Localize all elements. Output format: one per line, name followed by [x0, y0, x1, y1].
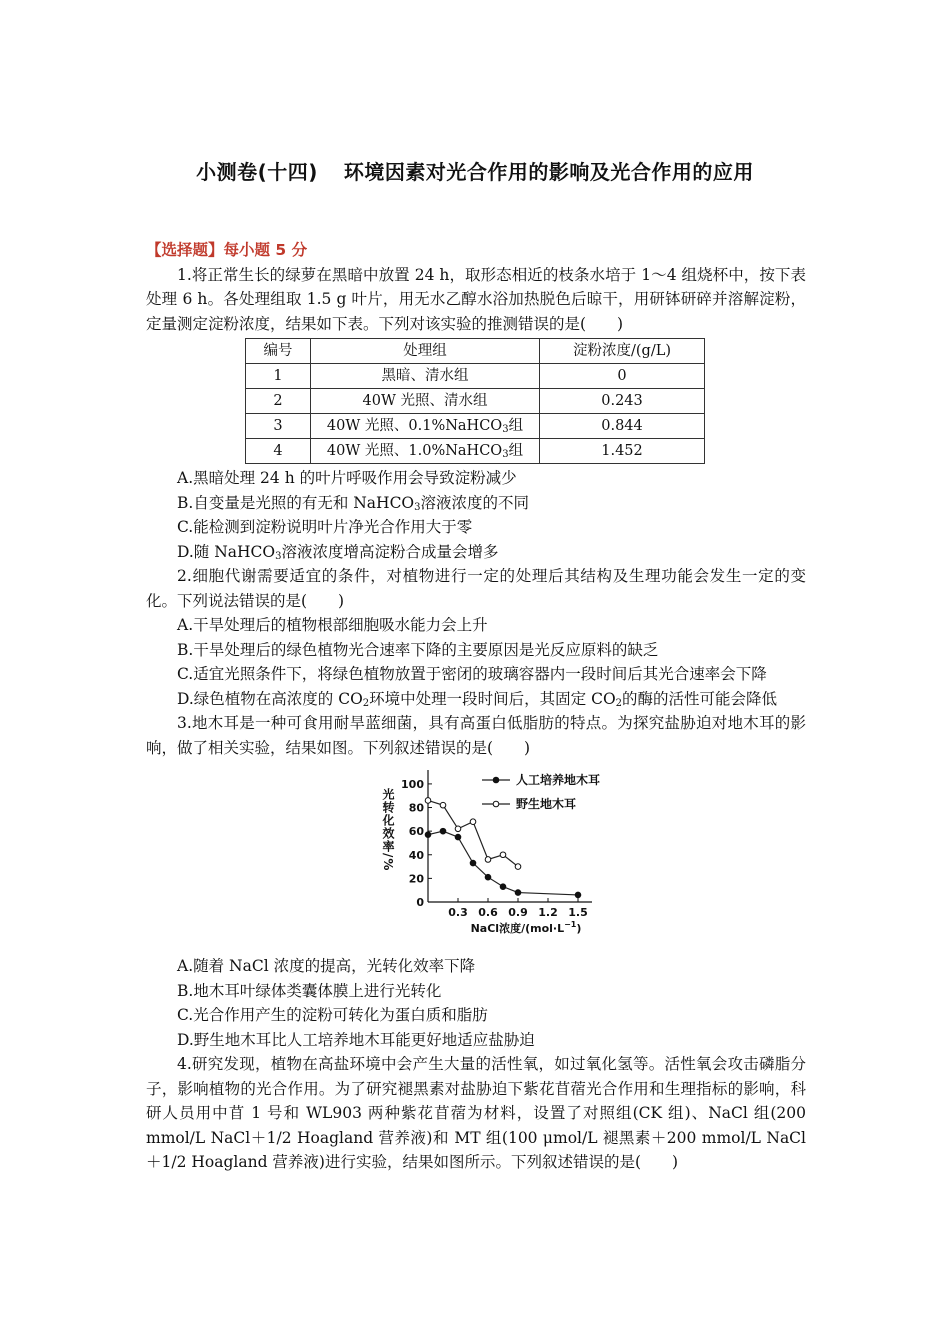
option-subscript: 3: [414, 501, 421, 513]
section-label: 【选择题】: [146, 241, 224, 259]
data-point: [425, 798, 431, 804]
data-point: [515, 890, 521, 896]
y-tick-label: 20: [408, 872, 424, 886]
cell-text: 组: [508, 443, 524, 459]
data-point: [500, 884, 506, 890]
option-text: 环境中处理一段时间后，其固定 CO: [369, 689, 616, 708]
legend-marker: [493, 801, 499, 807]
title-part-a: 小测卷(十四): [196, 160, 318, 184]
section-header: [146, 238, 806, 263]
data-point: [515, 864, 521, 870]
y-tick-label: 60: [408, 825, 424, 839]
table-cell: 2: [246, 389, 311, 414]
q3-option-b: B.地木耳叶绿体类囊体膜上进行光转化: [177, 981, 442, 1000]
data-point: [440, 828, 446, 834]
x-tick-label: 1.5: [568, 906, 588, 919]
q3-stem: 3.地木耳是一种可食用耐旱蓝细菌，具有高蛋白低脂肪的特点。为探究盐胁迫对地木耳的影响，做了相关实验，结果如图。下列叙述错误的是( ): [146, 714, 806, 757]
option-text: B.自变量是光照的有无和 NaHCO: [177, 493, 415, 512]
q3-chart: [374, 766, 614, 946]
y-tick-label: 40: [408, 848, 424, 862]
q2-stem: 2.细胞代谢需要适宜的条件，对植物进行一定的处理后其结构及生理功能会发生一定的变化。下列说法错误的是( ): [146, 567, 806, 610]
legend-label: 野生地木耳: [516, 797, 577, 811]
x-axis-label: NaCl浓度$/(mol\cdot L^{-1})$: [470, 920, 582, 935]
table-header: 处理组: [311, 339, 540, 364]
cell-text: 40W 光照、清水组: [362, 393, 488, 409]
q2-option-b: B.干旱处理后的绿色植物光合速率下降的主要原因是光反应原料的缺乏: [177, 640, 659, 659]
page-title: [0, 156, 950, 185]
cell-subscript: 3: [502, 449, 509, 460]
data-point: [470, 819, 476, 825]
q1-option-d: [146, 540, 806, 565]
data-point: [500, 852, 506, 858]
q1-option-b: [146, 491, 806, 516]
data-point: [455, 834, 461, 840]
legend-marker: [493, 777, 499, 783]
x-tick-label: 0.9: [508, 906, 528, 919]
table-row: [246, 389, 705, 414]
x-tick-label: 0.3: [448, 906, 468, 919]
title-part-b: 环境因素对光合作用的影响及光合作用的应用: [343, 160, 754, 184]
option-subscript: 2: [615, 697, 623, 709]
table-header-row: [246, 339, 705, 364]
option-text: 溶液浓度增高淀粉合成量会增多: [281, 542, 499, 561]
data-point: [485, 874, 491, 880]
option-text: 溶液浓度的不同: [420, 493, 530, 512]
option-text: 的酶的活性可能会降低: [622, 689, 778, 708]
table-cell: 1.452: [540, 439, 705, 464]
x-tick-label: 0.6: [478, 906, 498, 919]
q3-option-d: D.野生地木耳比人工培养地木耳能更好地适应盐胁迫: [177, 1030, 535, 1049]
q3-option-c: C.光合作用产生的淀粉可转化为蛋白质和脂肪: [177, 1006, 488, 1024]
cell-subscript: 3: [502, 424, 509, 435]
table-cell: 1: [246, 364, 311, 389]
option-text: D.随 NaHCO: [177, 542, 276, 561]
data-point: [575, 892, 581, 898]
legend-label: 人工培养地木耳: [516, 773, 601, 787]
q2-option-c: C.适宜光照条件下，将绿色植物放置于密闭的玻璃容器内一段时间后其光合速率会下降: [177, 665, 767, 683]
option-subscript: 3: [275, 550, 282, 562]
q4-stem: 4.研究发现，植物在高盐环境中会产生大量的活性氧，如过氧化氢等。活性氧会攻击磷脂分子，影响植物的光合作用。为了研究褪黑素对盐胁迫下紫花苜蓿光合作用和生理指标的影响，科研人员用中苜 1 号和 WL903 两种紫花苜蓿为材料，设置了对照组(CK 组)、NaCl 组(200 mmol/L NaCl＋1/2 Hoagland 营养液)和 MT 组(100 μmol/L 褪黑素＋200 mmol/L NaCl＋1/2 Hoagland 营养液)进行实验，结果如图所示。下列叙述错误的是( ): [146, 1055, 806, 1171]
table-cell: [311, 389, 540, 414]
table-cell: 4: [246, 439, 311, 464]
table-row: [246, 439, 705, 464]
data-point: [485, 857, 491, 863]
data-point: [470, 860, 476, 866]
table-row: [246, 364, 705, 389]
table-cell: 0.243: [540, 389, 705, 414]
y-axis-label: 光转化效率/%: [381, 788, 395, 872]
q1-option-c: C.能检测到淀粉说明叶片净光合作用大于零: [177, 518, 473, 536]
table-header: 淀粉浓度/(g/L): [540, 339, 705, 364]
q1-option-a: A.黑暗处理 24 h 的叶片呼吸作用会导致淀粉减少: [177, 469, 517, 487]
cell-text: 黑暗、清水组: [381, 368, 469, 384]
table-cell: [311, 364, 540, 389]
y-tick-label: 80: [408, 801, 424, 815]
content: [146, 238, 806, 1175]
table-cell: [311, 439, 540, 464]
option-text: D.绿色植物在高浓度的 CO: [177, 689, 363, 708]
line-chart: [374, 766, 614, 946]
q1-stem: 1.将正常生长的绿萝在黑暗中放置 24 h，取形态相近的枝条水培于 1～4 组烧杯中，按下表处理 6 h。各处理组取 1.5 g 叶片，用无水乙醇水浴加热脱色后晾干，用研钵研碎并溶解淀粉，定量测定淀粉浓度，结果如下表。下列对该实验的推测错误的是( ): [146, 265, 806, 333]
cell-text: 40W 光照、0.1%NaHCO: [326, 418, 503, 434]
q2-option-a: A.干旱处理后的植物根部细胞吸水能力会上升: [177, 616, 488, 634]
data-point: [425, 832, 431, 838]
table-row: [246, 414, 705, 439]
q1-table: [245, 338, 705, 464]
q2-option-d: [146, 687, 806, 712]
table-cell: 0.844: [540, 414, 705, 439]
q3-option-a: A.随着 NaCl 浓度的提高，光转化效率下降: [177, 957, 476, 975]
origin-label: 0: [416, 896, 424, 909]
cell-text: 组: [508, 418, 524, 434]
table-header: 编号: [246, 339, 311, 364]
option-subscript: 2: [362, 697, 370, 709]
table-cell: 3: [246, 414, 311, 439]
x-tick-label: 1.2: [538, 906, 558, 919]
table-cell: 0: [540, 364, 705, 389]
data-point: [455, 826, 461, 832]
cell-text: 40W 光照、1.0%NaHCO: [326, 443, 503, 459]
y-tick-label: 100: [401, 777, 424, 791]
data-point: [440, 802, 446, 808]
section-note: 每小题 5 分: [223, 241, 308, 259]
table-cell: [311, 414, 540, 439]
